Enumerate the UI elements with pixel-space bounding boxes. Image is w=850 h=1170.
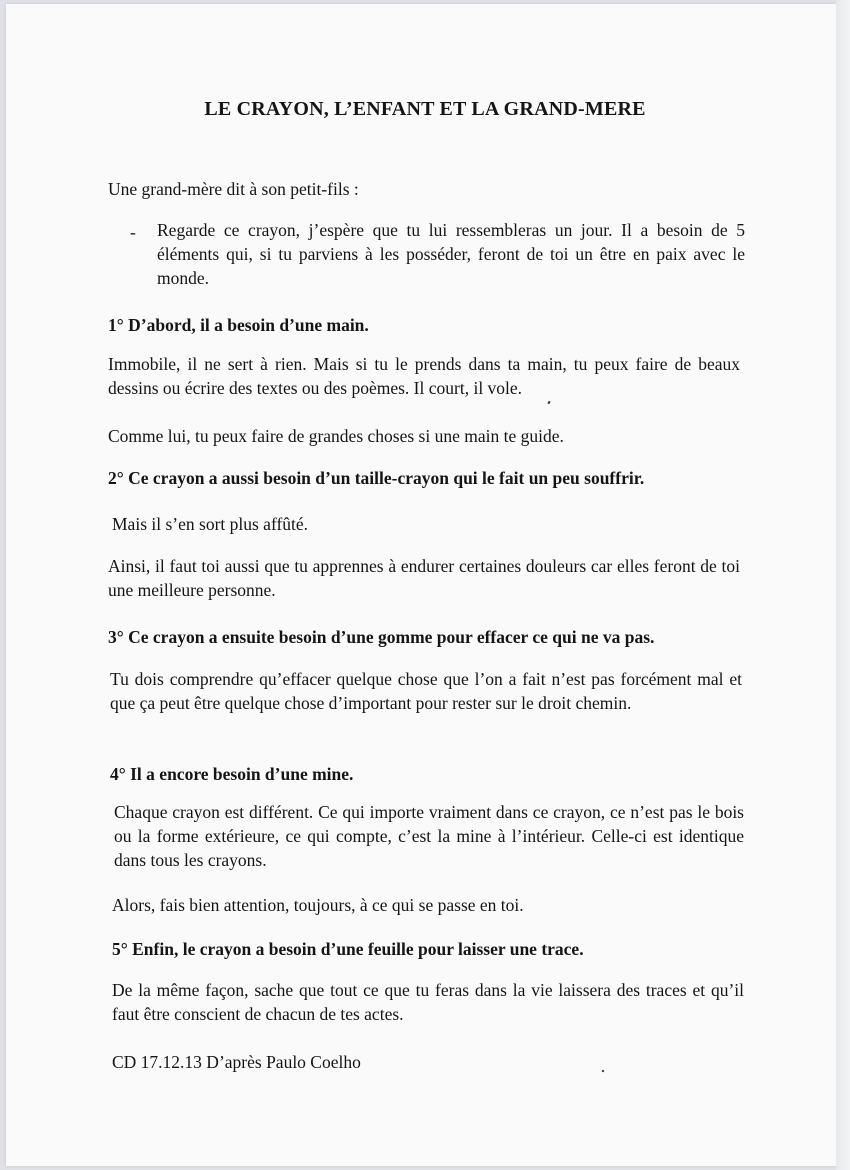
section-4-paragraph-1: Chaque crayon est différent. Ce qui importe vraiment dans ce crayon, ce n’est pas le bois ou la forme extérieure, ce qui compte, c’est la mine à l’intérieur. Celle-ci est identique dans tous les crayons. bbox=[114, 802, 744, 870]
section-3-heading: 3° Ce crayon a ensuite besoin d’une gomme pour effacer ce qui ne va pas. bbox=[108, 627, 655, 647]
section-2-paragraph-2: Ainsi, il faut toi aussi que tu apprennes à endurer certaines douleurs car elles feront de toi une meilleure personne. bbox=[108, 556, 740, 600]
section-4-paragraph-2: Alors, fais bien attention, toujours, à ce qui se passe en toi. bbox=[112, 895, 524, 915]
bullet-text: Regarde ce crayon, j’espère que tu lui ressembleras un jour. Il a besoin de 5 éléments qui, si tu parviens à les posséder, feront de toi un être en paix avec le monde. bbox=[157, 220, 745, 288]
footer-credit: CD 17.12.13 D’après Paulo Coelho bbox=[112, 1052, 361, 1072]
section-1-paragraph-2: Comme lui, tu peux faire de grandes choses si une main te guide. bbox=[108, 426, 564, 446]
scan-edge bbox=[836, 0, 850, 1170]
intro-line: Une grand-mère dit à son petit-fils : bbox=[108, 179, 359, 199]
section-1-paragraph-1: Immobile, il ne sert à rien. Mais si tu le prends dans ta main, tu peux faire de beaux dessins ou écrire des textes ou des poèmes. Il court, il vole. bbox=[108, 354, 740, 398]
section-3-paragraph-1: Tu dois comprendre qu’effacer quelque chose que l’on a fait n’est pas forcément mal et que ça peut être quelque chose d’important pour rester sur le droit chemin. bbox=[110, 669, 742, 713]
bullet-marker: - bbox=[130, 222, 136, 242]
section-1-heading: 1° D’abord, il a besoin d’une main. bbox=[108, 315, 369, 335]
section-5-heading: 5° Enfin, le crayon a besoin d’une feuille pour laisser une trace. bbox=[112, 939, 584, 959]
section-2-heading: 2° Ce crayon a aussi besoin d’un taille-crayon qui le fait un peu souffrir. bbox=[108, 468, 645, 488]
document-title: LE CRAYON, L’ENFANT ET LA GRAND-MERE bbox=[204, 98, 646, 120]
section-2-paragraph-1: Mais il s’en sort plus affûté. bbox=[112, 514, 309, 534]
section-4-heading: 4° Il a encore besoin d’une mine. bbox=[110, 764, 354, 784]
section-5-paragraph-1: De la même façon, sache que tout ce que tu feras dans la vie laissera des traces et qu’il faut être conscient de chacun de tes actes. bbox=[112, 980, 744, 1024]
